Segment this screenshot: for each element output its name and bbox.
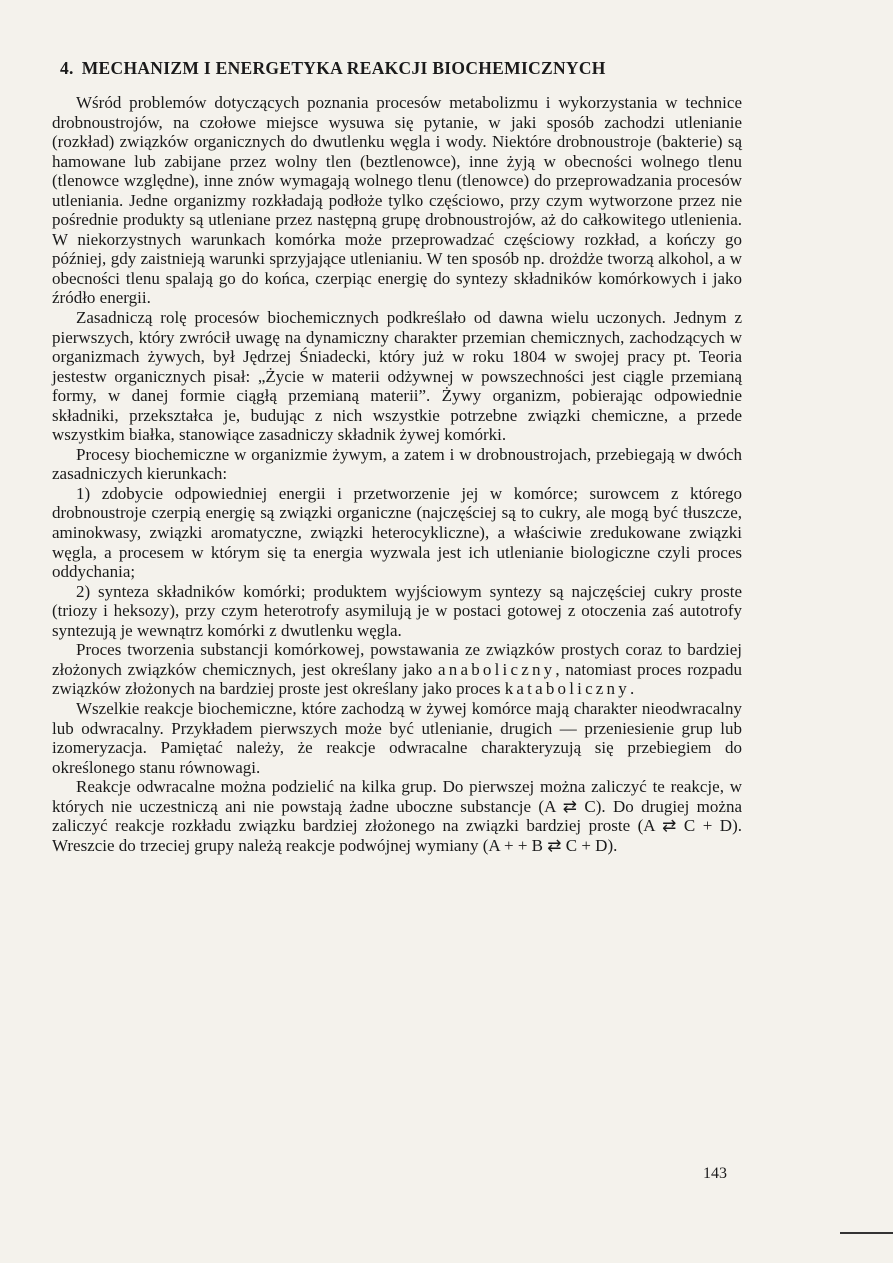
- paragraph-reversible-groups: Reakcje odwracalne można podzielić na kilka grup. Do pierwszej można zaliczyć te reakcje, w których nie uczestniczą ani nie powstają żadne uboczne substancje (A ⇄ C). Do drugiej można zaliczyć reakcje rozkładu związku bardziej złożonego na związki bardziej proste (A ⇄ C + D). Wreszcie do trzeciej grupy należą reakcje podwójnej wymiany (A + + B ⇄ C + D).: [52, 777, 742, 855]
- term-anaboliczny: anaboliczny: [438, 659, 556, 679]
- section-number: 4.: [60, 58, 74, 78]
- term-kataboliczny: kataboliczny: [504, 679, 630, 699]
- scan-edge-mark: [840, 1232, 893, 1234]
- section-heading: [60, 58, 742, 79]
- section-title: MECHANIZM I ENERGETYKA REAKCJI BIOCHEMICZNYCH: [81, 58, 606, 78]
- anabolism-text-before: Proces tworzenia substancji komórkowej, powstawania ze związków prostych coraz to bardziej złożonych związków chemicznych, jest określany jako: [52, 640, 742, 679]
- paragraph-sniadecki: Zasadniczą rolę procesów biochemicznych podkreślało od dawna wielu uczonych. Jednym z pierwszych, który zwrócił uwagę na dynamiczny charakter przemian chemicznych, zachodzących w organizmach żywych, był Jędrzej Śniadecki, który już w roku 1804 w swojej pracy pt. Teoria jestestw organicznych pisał: „Życie w materii odżywnej w powszechności jest ciągle przemianą formy, w danej formie ciągłą przemianą materii”. Żywy organizm, pobierając odpowiednie składniki, przekształca je, budując z nich wszystkie potrzebne związki chemiczne, a przede wszystkim białka, stanowiące zasadniczy składnik żywej komórki.: [52, 308, 742, 445]
- paragraph-anabolism: [52, 640, 742, 699]
- paragraph-intro: Wśród problemów dotyczących poznania procesów metabolizmu i wykorzystania w technice drobnoustrojów, na czołowe miejsce wysuwa się pytanie, w jaki sposób zachodzi utlenianie (rozkład) związków organicznych do dwutlenku węgla i wody. Niektóre drobnoustroje (bakterie) są hamowane lub zabijane przez wolny tlen (beztlenowce), inne żyją w obecności wolnego tlenu (tlenowce względne), inne znów wymagają wolnego tlenu (tlenowce) do przeprowadzania procesów utleniania. Jedne organizmy rozkładają podłoże tylko częściowo, przy czym wytworzone przez nie pośrednie produkty są utleniane przez następną grupę drobnoustrojów, aż do całkowitego utlenienia. W niekorzystnych warunkach komórka może przeprowadzać częściowy rozkład, a kończy go później, gdy zaistnieją warunki sprzyjające utlenianiu. W ten sposób np. drożdże tworzą alkohol, a w obecności tlenu spalają go do końca, czerpiąc energię do syntezy składników komórkowych i jako źródło energii.: [52, 93, 742, 308]
- page-number: 143: [703, 1165, 727, 1182]
- paragraph-point-2: 2) synteza składników komórki; produktem wyjściowym syntezy są najczęściej cukry proste (triozy i heksozy), przy czym heterotrofy asymilują je w postaci gotowej z otoczenia zaś autotrofy syntezują je wewnątrz komórki z dwutlenku węgla.: [52, 581, 742, 640]
- paragraph-reaction-types: Wszelkie reakcje biochemiczne, które zachodzą w żywej komórce mają charakter nieodwracalny lub odwracalny. Przykładem pierwszych może być utlenianie, drugich — przeniesienie grup lub izomeryzacja. Pamiętać należy, że reakcje odwracalne charakteryzują się przebiegiem do określonego stanu równowagi.: [52, 698, 742, 777]
- document-page: [52, 58, 742, 855]
- anabolism-text-middle: , natomiast proces rozpadu związków złożonych na bardziej proste jest określany jako proces: [52, 659, 743, 699]
- anabolism-text-after: .: [629, 679, 635, 699]
- paragraph-directions: Procesy biochemiczne w organizmie żywym, a zatem i w drobnoustrojach, przebiegają w dwóch zasadniczych kierunkach:: [52, 444, 742, 484]
- paragraph-point-1: 1) zdobycie odpowiedniej energii i przetworzenie jej w komórce; surowcem z którego drobnoustroje czerpią energię są związki organiczne (najczęściej są to cukry, ale mogą być tłuszcze, aminokwasy, związki aromatyczne, związki heterocykliczne), a właściwie zredukowane związki węgla, a procesem w którym się ta energia wyzwala jest ich utlenianie biologiczne czyli proces oddychania;: [52, 483, 742, 582]
